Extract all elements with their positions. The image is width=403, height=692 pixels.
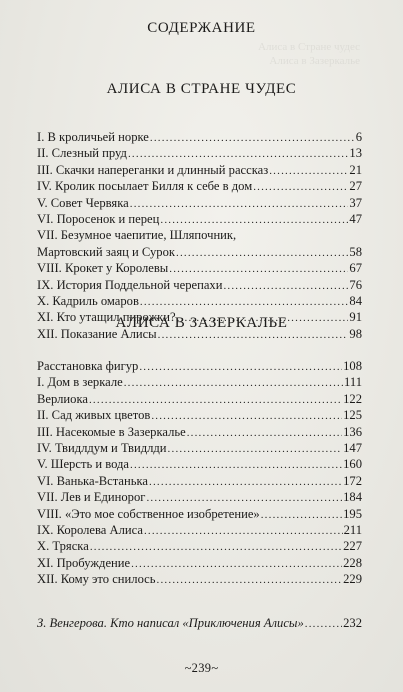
toc-entry-page: 108	[343, 359, 362, 373]
toc-entry	[37, 538, 362, 554]
toc-entry-page: 227	[343, 539, 362, 554]
toc-entry	[37, 555, 362, 571]
dot-leader	[150, 130, 355, 146]
toc-entry-title: XI. Кто утащил пирожки?	[37, 310, 176, 325]
toc-entry	[37, 456, 362, 472]
dot-leader	[146, 490, 342, 506]
toc-entry-title: XI. Пробуждение	[37, 555, 131, 570]
toc-entry-title: Мартовский заяц и Сурок	[37, 244, 175, 259]
dot-leader	[269, 163, 348, 179]
toc-list-wonderland	[37, 129, 362, 342]
toc-entry-title: VI. Поросенок и перец	[37, 211, 160, 226]
toc-entry-title: II. Сад живых цветов	[37, 408, 151, 423]
toc-entry-title: VII. Безумное чаепитие, Шляпочник,	[37, 228, 237, 243]
toc-entry-page: 125	[343, 408, 362, 423]
dot-leader	[253, 179, 348, 195]
toc-entry-title: I. Дом в зеркале	[37, 375, 123, 390]
dot-leader	[305, 616, 342, 632]
toc-entry-page: 228	[343, 555, 362, 570]
toc-entry	[37, 260, 362, 276]
section-heading-wonderland: АЛИСА В СТРАНЕ ЧУДЕС	[106, 81, 297, 97]
toc-entry-title: V. Совет Червяка	[37, 195, 129, 210]
dot-leader	[223, 278, 348, 294]
toc-entry	[37, 145, 362, 161]
toc-entry-title: IV. Кролик посылает Билля к себе в дом	[37, 179, 253, 194]
toc-entry	[37, 162, 362, 178]
toc-entry-page: 21	[349, 162, 362, 177]
toc-entry-page: 84	[349, 293, 362, 308]
toc-entry-title: XII. Кому это снилось	[37, 572, 156, 587]
toc-entry-page: 172	[343, 473, 362, 488]
toc-entry-title: III. Скачки напереганки и длинный рассказ	[37, 162, 269, 177]
toc-entry	[37, 129, 362, 145]
toc-entry	[37, 440, 362, 456]
toc-entry-page: 13	[349, 146, 362, 161]
toc-entry-title: II. Слезный пруд	[37, 146, 127, 161]
toc-entry-page: 211	[343, 522, 362, 537]
toc-entry-page: 195	[343, 506, 362, 521]
toc-entry	[37, 571, 362, 587]
toc-entry	[37, 522, 362, 538]
dot-leader	[124, 375, 343, 391]
toc-entry-page: 67	[349, 261, 362, 276]
toc-entry-title: VII. Лев и Единорог	[37, 490, 146, 505]
dot-leader	[90, 539, 342, 555]
toc-entry-title: X. Кадриль омаров	[37, 293, 139, 308]
dot-leader	[144, 523, 343, 539]
toc-entry-page: 232	[343, 616, 362, 630]
toc-entry-title: VI. Ванька-Встанька	[37, 473, 149, 488]
toc-entry	[37, 407, 362, 423]
toc-entry	[37, 277, 362, 293]
toc-entry-page: 91	[349, 310, 362, 325]
dot-leader	[151, 408, 342, 424]
toc-entry-title: V. Шерсть и вода	[37, 457, 130, 472]
toc-entry-page: 47	[349, 211, 362, 226]
toc-entry-page: 37	[349, 195, 362, 210]
dot-leader	[169, 261, 348, 277]
toc-entry	[37, 293, 362, 309]
toc-entry-page: 184	[343, 490, 362, 505]
dot-leader	[149, 474, 342, 490]
dot-leader	[128, 146, 348, 162]
toc-entry-afterword	[37, 615, 362, 631]
page-number: ~239~	[184, 661, 219, 675]
dot-leader	[261, 507, 342, 523]
bleed-through-line: Алиса в Стране чудес	[258, 41, 360, 53]
toc-entry-title: VIII. Крокет у Королевы	[37, 261, 169, 276]
toc-entry	[37, 211, 362, 227]
toc-entry	[37, 178, 362, 194]
toc-entry-page: 122	[343, 391, 362, 406]
dot-leader	[176, 245, 348, 261]
toc-entry-page: 147	[343, 440, 362, 455]
section-heading-looking-glass: АЛИСА В ЗАЗЕРКАЛЬЕ	[115, 315, 288, 331]
page-title: СОДЕРЖАНИЕ	[147, 20, 256, 36]
dot-leader	[168, 441, 343, 457]
toc-entry	[37, 374, 362, 390]
bleed-through-line: Алиса в Зазеркалье	[269, 55, 360, 67]
toc-entry-title: III. Насекомые в Зазеркалье	[37, 424, 186, 439]
toc-entry-page: 160	[343, 457, 362, 472]
toc-entry-page: 98	[349, 326, 362, 341]
dot-leader	[130, 457, 342, 473]
toc-entry-page: 76	[349, 277, 362, 292]
toc-entry-page: 58	[349, 244, 362, 259]
bleed-through-text	[240, 40, 360, 68]
toc-entry-page: 229	[343, 572, 362, 587]
toc-entry-title: IV. Твидлдум и Твидлди	[37, 440, 167, 455]
toc-entry-title: I. В кроличьей норке	[37, 130, 149, 144]
toc-entry-page: 27	[349, 179, 362, 194]
toc-list-looking-glass	[37, 358, 362, 587]
toc-entry-title: З. Венгерова. Кто написал «Приключения Алисы»	[37, 616, 304, 630]
toc-entry	[37, 506, 362, 522]
dot-leader	[89, 392, 342, 408]
dot-leader	[160, 212, 348, 228]
dot-leader	[139, 359, 342, 375]
toc-entry	[37, 473, 362, 489]
toc-entry	[37, 244, 362, 260]
toc-entry-title: IX. История Поддельной черепахи	[37, 277, 223, 292]
dot-leader	[157, 572, 343, 588]
toc-entry-title: IX. Королева Алиса	[37, 522, 143, 537]
dot-leader	[140, 294, 349, 310]
dot-leader	[130, 196, 349, 212]
toc-entry-title: XII. Показание Алисы	[37, 326, 157, 341]
toc-entry	[37, 489, 362, 505]
toc-entry-title: Расстановка фигур	[37, 359, 139, 373]
toc-entry	[37, 358, 362, 374]
toc-entry-title: VIII. «Это мое собственное изобретение»	[37, 506, 260, 521]
toc-entry-page: 111	[344, 375, 362, 390]
dot-leader	[131, 556, 342, 572]
toc-entry-title: Верлиока	[37, 391, 88, 406]
toc-entry-page: 136	[343, 424, 362, 439]
toc-entry	[37, 424, 362, 440]
toc-entry-page: 6	[355, 130, 362, 144]
toc-entry	[37, 391, 362, 407]
toc-entry	[37, 195, 362, 211]
dot-leader	[187, 425, 342, 441]
toc-entry-title: X. Тряска	[37, 539, 89, 554]
toc-entry-first-line	[37, 227, 362, 243]
